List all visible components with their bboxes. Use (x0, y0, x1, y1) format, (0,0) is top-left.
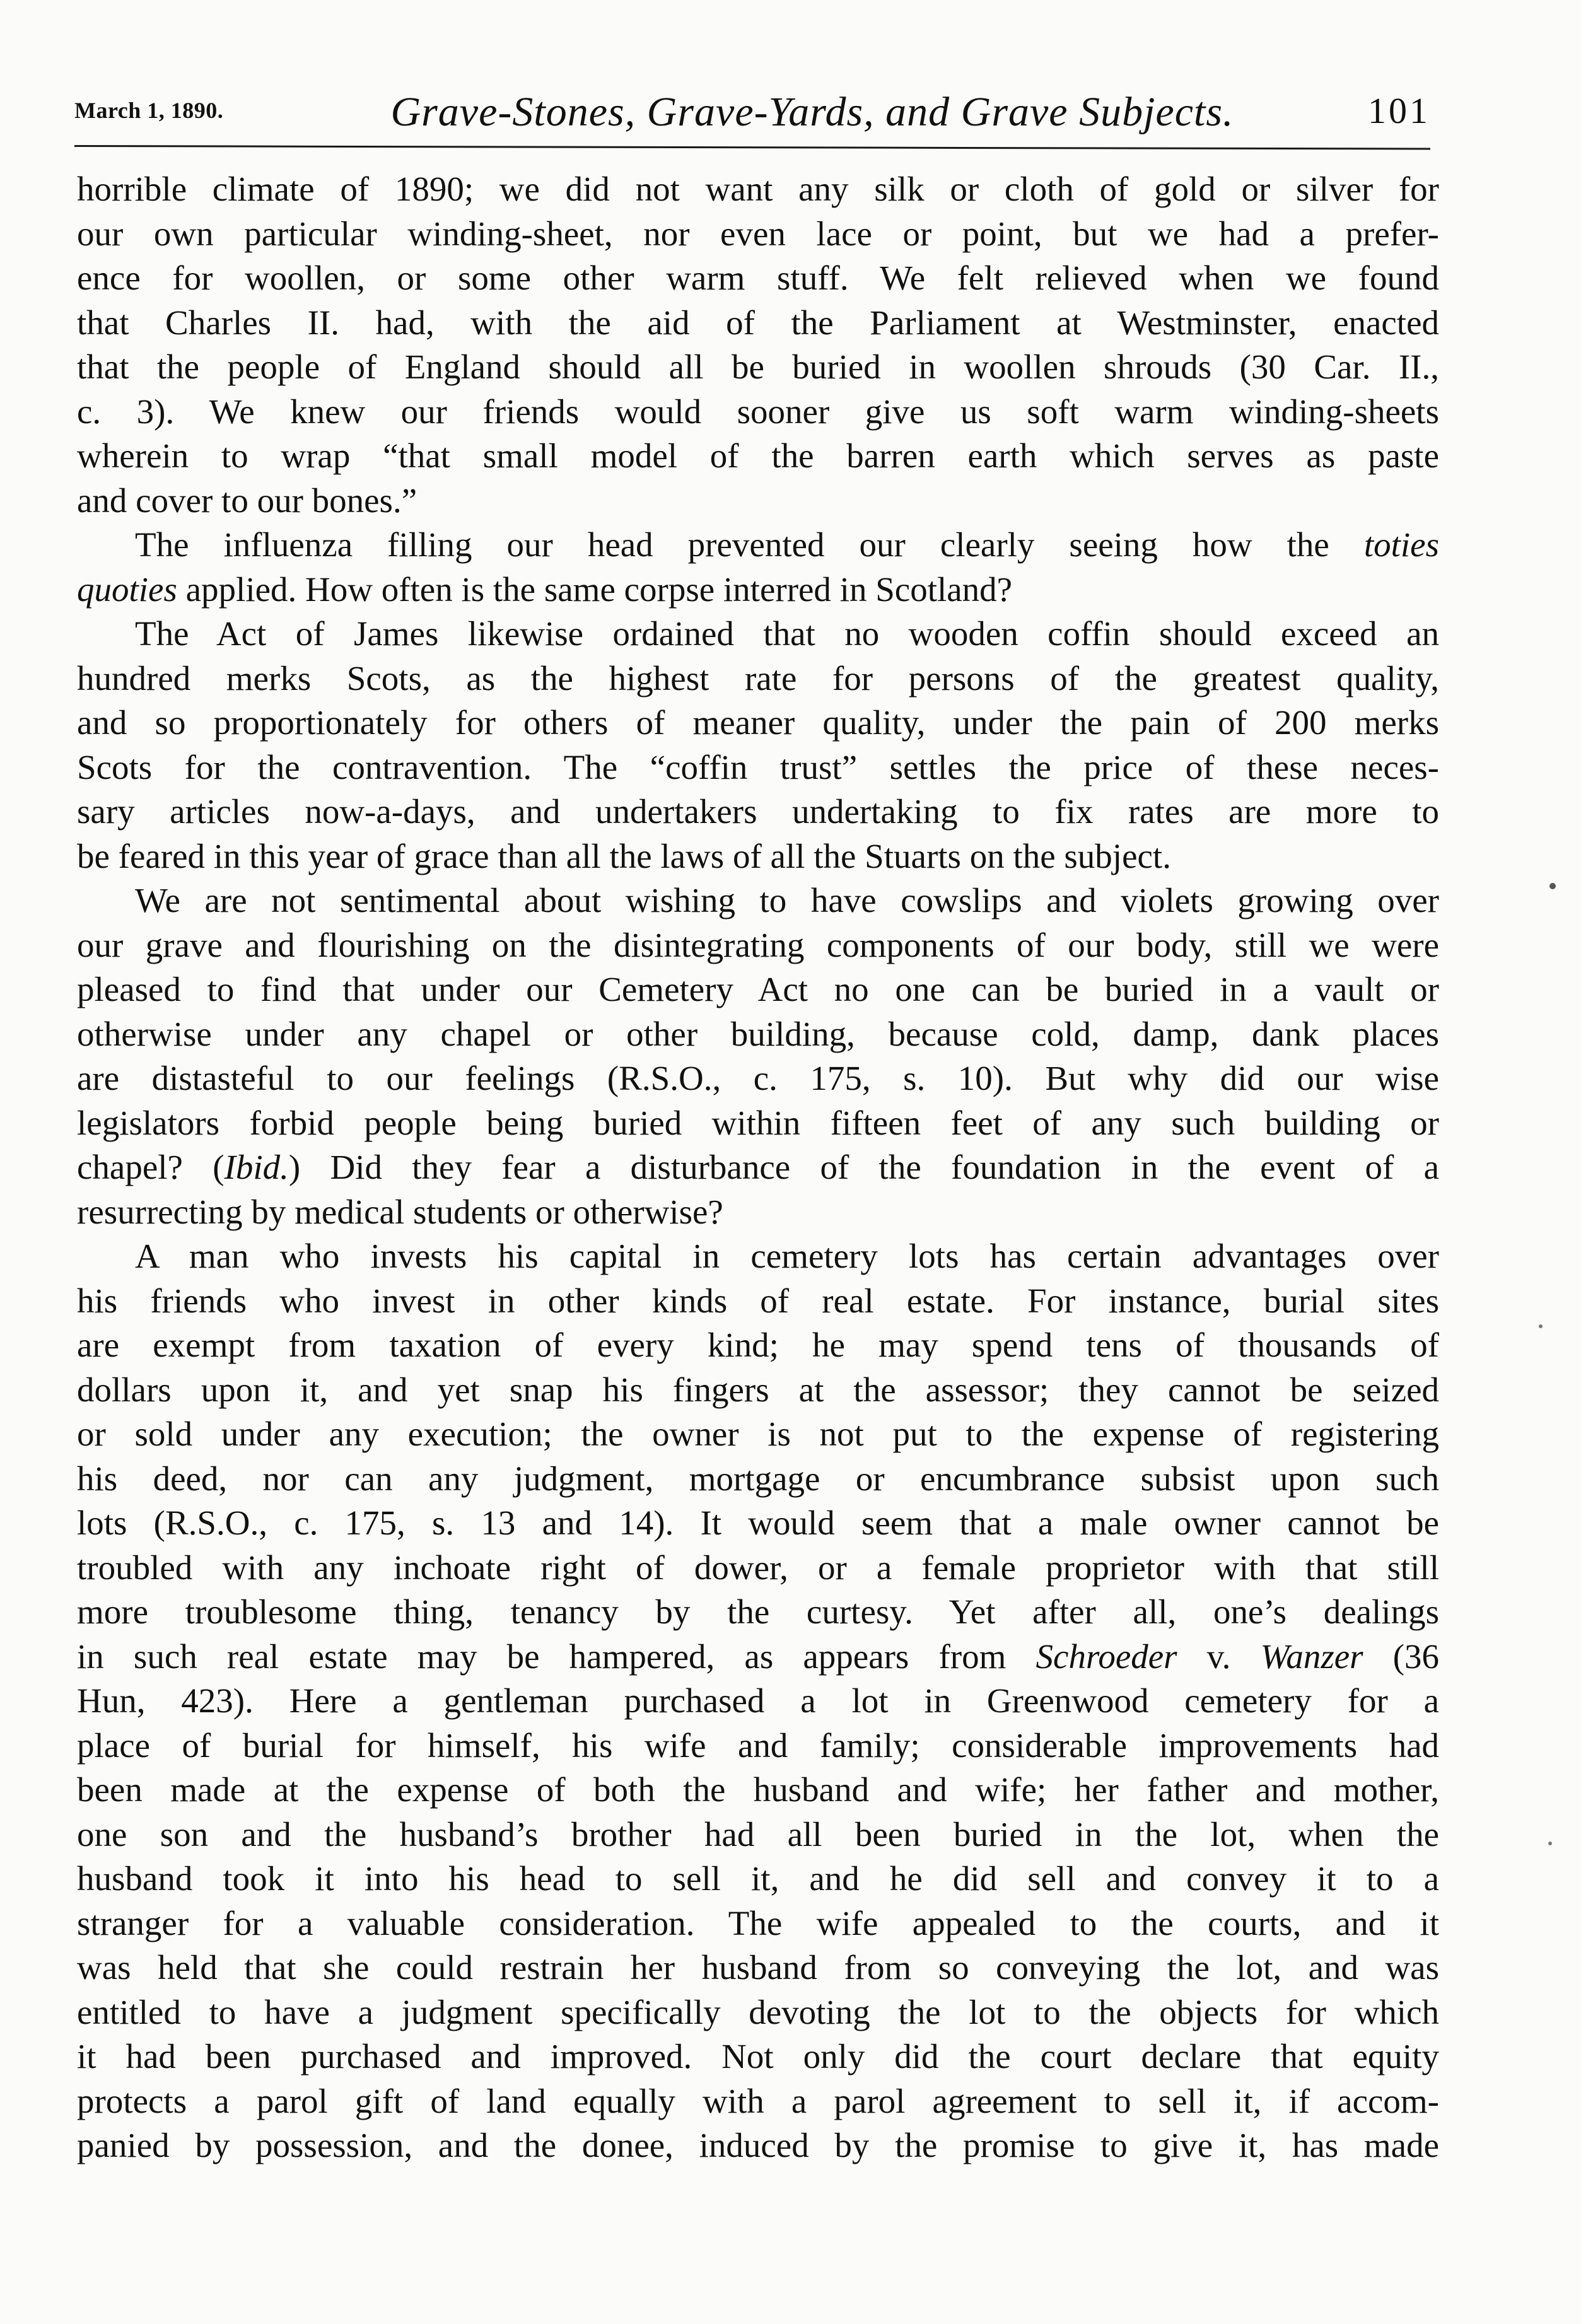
text-line (77, 523, 1439, 568)
text-line: more troublesome thing, tenancy by the curtesy. Yet after all, one’s dealings (77, 1592, 1439, 1631)
text-line: our own particular winding-sheet, nor even lace or point, but we had a prefer- (77, 214, 1439, 253)
text-run: applied. How often is the same corpse interred in Scotland? (185, 569, 1013, 609)
text-line: and cover to our bones.” (77, 481, 417, 520)
header-date: March 1, 1890. (74, 98, 224, 123)
text-line: sary articles now-a-days, and undertakers undertaking to fix rates are more to (77, 792, 1439, 831)
paragraph-5 (77, 1234, 1439, 2168)
text-line (77, 1635, 1439, 1679)
text-line: his deed, nor can any judgment, mortgage or encumbrance subsist upon such (77, 1459, 1439, 1498)
text-line: hundred merks Scots, as the highest rate for persons of the greatest quality, (77, 658, 1439, 698)
text-line: Hun, 423). Here a gentleman purchased a lot in Greenwood cemetery for a (77, 1681, 1439, 1720)
text-run: v. (1206, 1637, 1231, 1676)
italic-term: toties (1363, 525, 1440, 564)
text-run: (36 (1392, 1637, 1440, 1676)
text-line: was held that she could restrain her husband from so conveying the lot, and was (77, 1948, 1439, 1987)
text-line: are exempt from taxation of every kind; he may spend tens of thousands of (77, 1326, 1439, 1364)
case-name: Wanzer (1260, 1637, 1363, 1676)
text-line: c. 3). We knew our friends would sooner give us soft warm winding-sheets (77, 392, 1439, 431)
case-name: Schroeder (1036, 1637, 1177, 1676)
italic-term: quoties (77, 569, 177, 609)
text-line: legislators forbid people being buried within fifteen feet of any such building or (77, 1103, 1439, 1142)
text-line: troubled with any inchoate right of dower, or a female proprietor with that still (77, 1548, 1439, 1587)
text-line: and so proportionately for others of meaner quality, under the pain of 200 merks (77, 703, 1439, 742)
text-line: Scots for the contravention. The “coffin trust” settles the price of these neces- (77, 747, 1439, 786)
text-line: A man who invests his capital in cemetery lots has certain advantages over (135, 1237, 1439, 1275)
text-run: chapel? ( (77, 1148, 225, 1186)
text-line: horrible climate of 1890; we did not want any silk or cloth of gold or silver for (77, 170, 1439, 208)
text-line: one son and the husband’s brother had all been buried in the lot, when the (77, 1814, 1439, 1854)
text-line: resurrecting by medical students or otherwise? (77, 1192, 723, 1231)
paragraph-3 (77, 612, 1439, 879)
italic-term: Ibid. (224, 1148, 289, 1186)
text-line: his friends who invest in other kinds of real estate. For instance, burial sites (77, 1281, 1439, 1320)
text-line: husband took it into his head to sell it, and he did sell and convey it to a (77, 1859, 1439, 1898)
margin-speck (1539, 1324, 1543, 1328)
text-line: The Act of James likewise ordained that no wooden coffin should exceed an (135, 614, 1439, 653)
text-line: panied by possession, and the donee, induced by the promise to give it, has made (77, 2126, 1439, 2164)
margin-speck (1548, 1842, 1552, 1845)
text-line: be feared in this year of grace than all the laws of all the Stuarts on the subject. (77, 836, 1171, 875)
text-line: entitled to have a judgment specifically devoting the lot to the objects for which (77, 1992, 1439, 2031)
text-line: dollars upon it, and yet snap his fingers at the assessor; they cannot be seized (77, 1370, 1439, 1409)
text-line: it had been purchased and improved. Not only did the court declare that equity (77, 2037, 1439, 2076)
text-line: protects a parol gift of land equally with a parol agreement to sell it, if accom- (77, 2081, 1439, 2120)
text-run: The influenza filling our head prevented our clearly seeing how the (135, 525, 1329, 564)
text-line: pleased to find that under our Cemetery Act no one can be buried in a vault or (77, 970, 1439, 1008)
text-line: that the people of England should all be buried in woollen shrouds (30 Car. II., (77, 347, 1439, 386)
text-line: We are not sentimental about wishing to have cowslips and violets growing over (135, 881, 1439, 920)
text-line: wherein to wrap “that small model of the barren earth which serves as paste (77, 436, 1439, 475)
text-line: our grave and flourishing on the disintegrating components of our body, still we were (77, 925, 1439, 964)
text-line: or sold under any execution; the owner is not put to the expense of registering (77, 1415, 1439, 1453)
margin-speck (1549, 883, 1556, 889)
text-run: ) Did they fear a disturbance of the foundation in the event of a (288, 1148, 1439, 1186)
text-line: otherwise under any chapel or other building, because cold, damp, dank places (77, 1014, 1439, 1053)
header-title: Grave-Stones, Grave-Yards, and Grave Subjects. (390, 89, 1234, 135)
text-line (77, 1145, 1439, 1190)
text-run: in such real estate may be hampered, as appears from (77, 1637, 1006, 1676)
text-line: stranger for a valuable consideration. The wife appealed to the courts, and it (77, 1903, 1439, 1942)
text-line: that Charles II. had, with the aid of the Parliament at Westminster, enacted (77, 303, 1439, 342)
paragraph-2 (77, 523, 1439, 612)
paragraph-1 (77, 167, 1439, 523)
paragraph-4 (77, 879, 1439, 1234)
text-line: lots (R.S.O., c. 175, s. 13 and 14). It would seem that a male owner cannot be (77, 1504, 1439, 1542)
text-line (77, 568, 1439, 612)
page-number: 101 (1368, 90, 1430, 131)
text-line: place of burial for himself, his wife and family; considerable improvements had (77, 1725, 1439, 1765)
text-line: been made at the expense of both the husband and wife; her father and mother, (77, 1770, 1439, 1809)
article-body (77, 167, 1439, 2168)
text-line: are distasteful to our feelings (R.S.O., c. 175, s. 10). But why did our wise (77, 1059, 1439, 1097)
text-line: ence for woollen, or some other warm stuff. We felt relieved when we found (77, 259, 1439, 297)
